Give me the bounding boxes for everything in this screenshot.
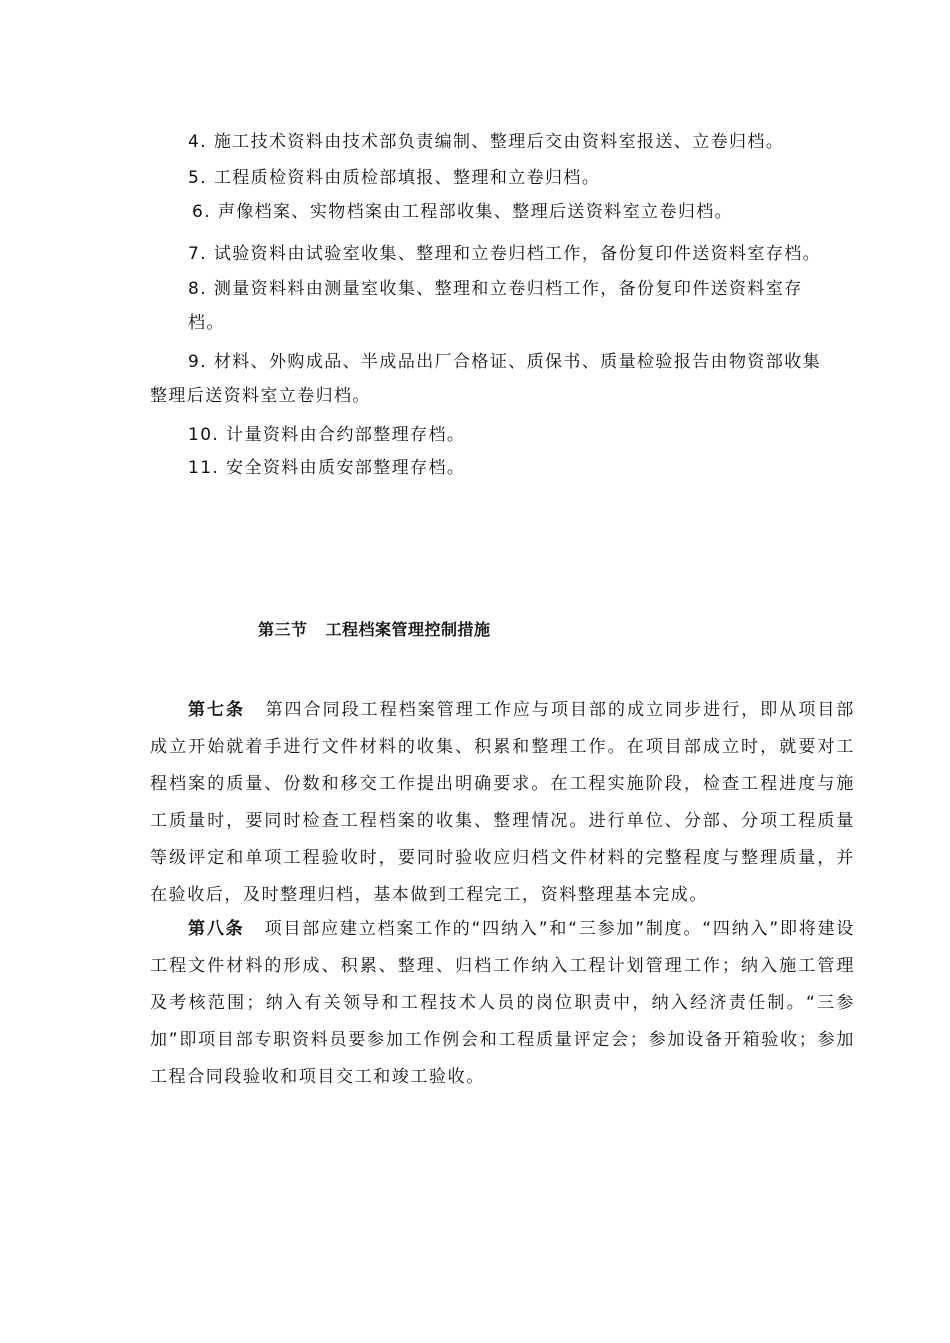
- article-8-label: 第八条: [188, 919, 245, 939]
- list-item-4: 4. 施工技术资料由技术部负责编制、整理后交由资料室报送、立卷归档。: [188, 132, 785, 152]
- list-item-8-line1: 8. 测量资料料由测量室收集、整理和立卷归档工作，备份复印件送资料室存: [188, 279, 803, 299]
- section-title: 工程档案管理控制措施: [325, 620, 491, 639]
- list-item-8-line2: 档。: [188, 313, 225, 333]
- list-item-6: 6. 声像档案、实物档案由工程部收集、整理后送资料室立卷归档。: [192, 202, 734, 222]
- section-number: 第三节: [258, 620, 308, 639]
- section-heading: [258, 619, 491, 641]
- article-7-text: 第四合同段工程档案管理工作应与项目部的成立同步进行，即从项目部成立开始就着手进行文件材料的收集、积累和整理工作。在项目部成立时，就要对工程档案的质量、份数和移交工作提出明确要求。在工程实施阶段，检查工程进度与施工质量时，要同时检查工程档案的收集、整理情况。进行单位、分部、分项工程质量等级评定和单项工程验收时，要同时验收应归档文件材料的完整程度与整理质量，并在验收后，及时整理归档，基本做到工程完工，资料整理基本完成。: [150, 700, 855, 905]
- list-item-5: 5. 工程质检资料由质检部填报、整理和立卷归档。: [188, 168, 601, 188]
- list-item-9-line1: 9. 材料、外购成品、半成品出厂合格证、质保书、质量检验报告由物资部收集: [188, 352, 822, 372]
- article-8-paragraph: [150, 911, 855, 1096]
- article-7-label: 第七条: [188, 700, 246, 720]
- article-7-paragraph: [150, 692, 855, 914]
- article-8-text: 项目部应建立档案工作的“四纳入”和“三参加”制度。“四纳入”即将建设工程文件材料的形成、积累、整理、归档工作纳入工程计划管理工作；纳入施工管理及考核范围；纳入有关领导和工程技术人员的岗位职责中，纳入经济责任制。“三参加”即项目部专职资料员要参加工作例会和工程质量评定会；参加设备开箱验收；参加工程合同段验收和项目交工和竣工验收。: [150, 919, 855, 1087]
- list-item-10: 10. 计量资料由合约部整理存档。: [188, 425, 466, 445]
- list-item-7: 7. 试验资料由试验室收集、整理和立卷归档工作，备份复印件送资料室存档。: [188, 244, 822, 264]
- list-item-9-line2: 整理后送资料室立卷归档。: [150, 386, 371, 406]
- list-item-11: 11. 安全资料由质安部整理存档。: [188, 458, 466, 478]
